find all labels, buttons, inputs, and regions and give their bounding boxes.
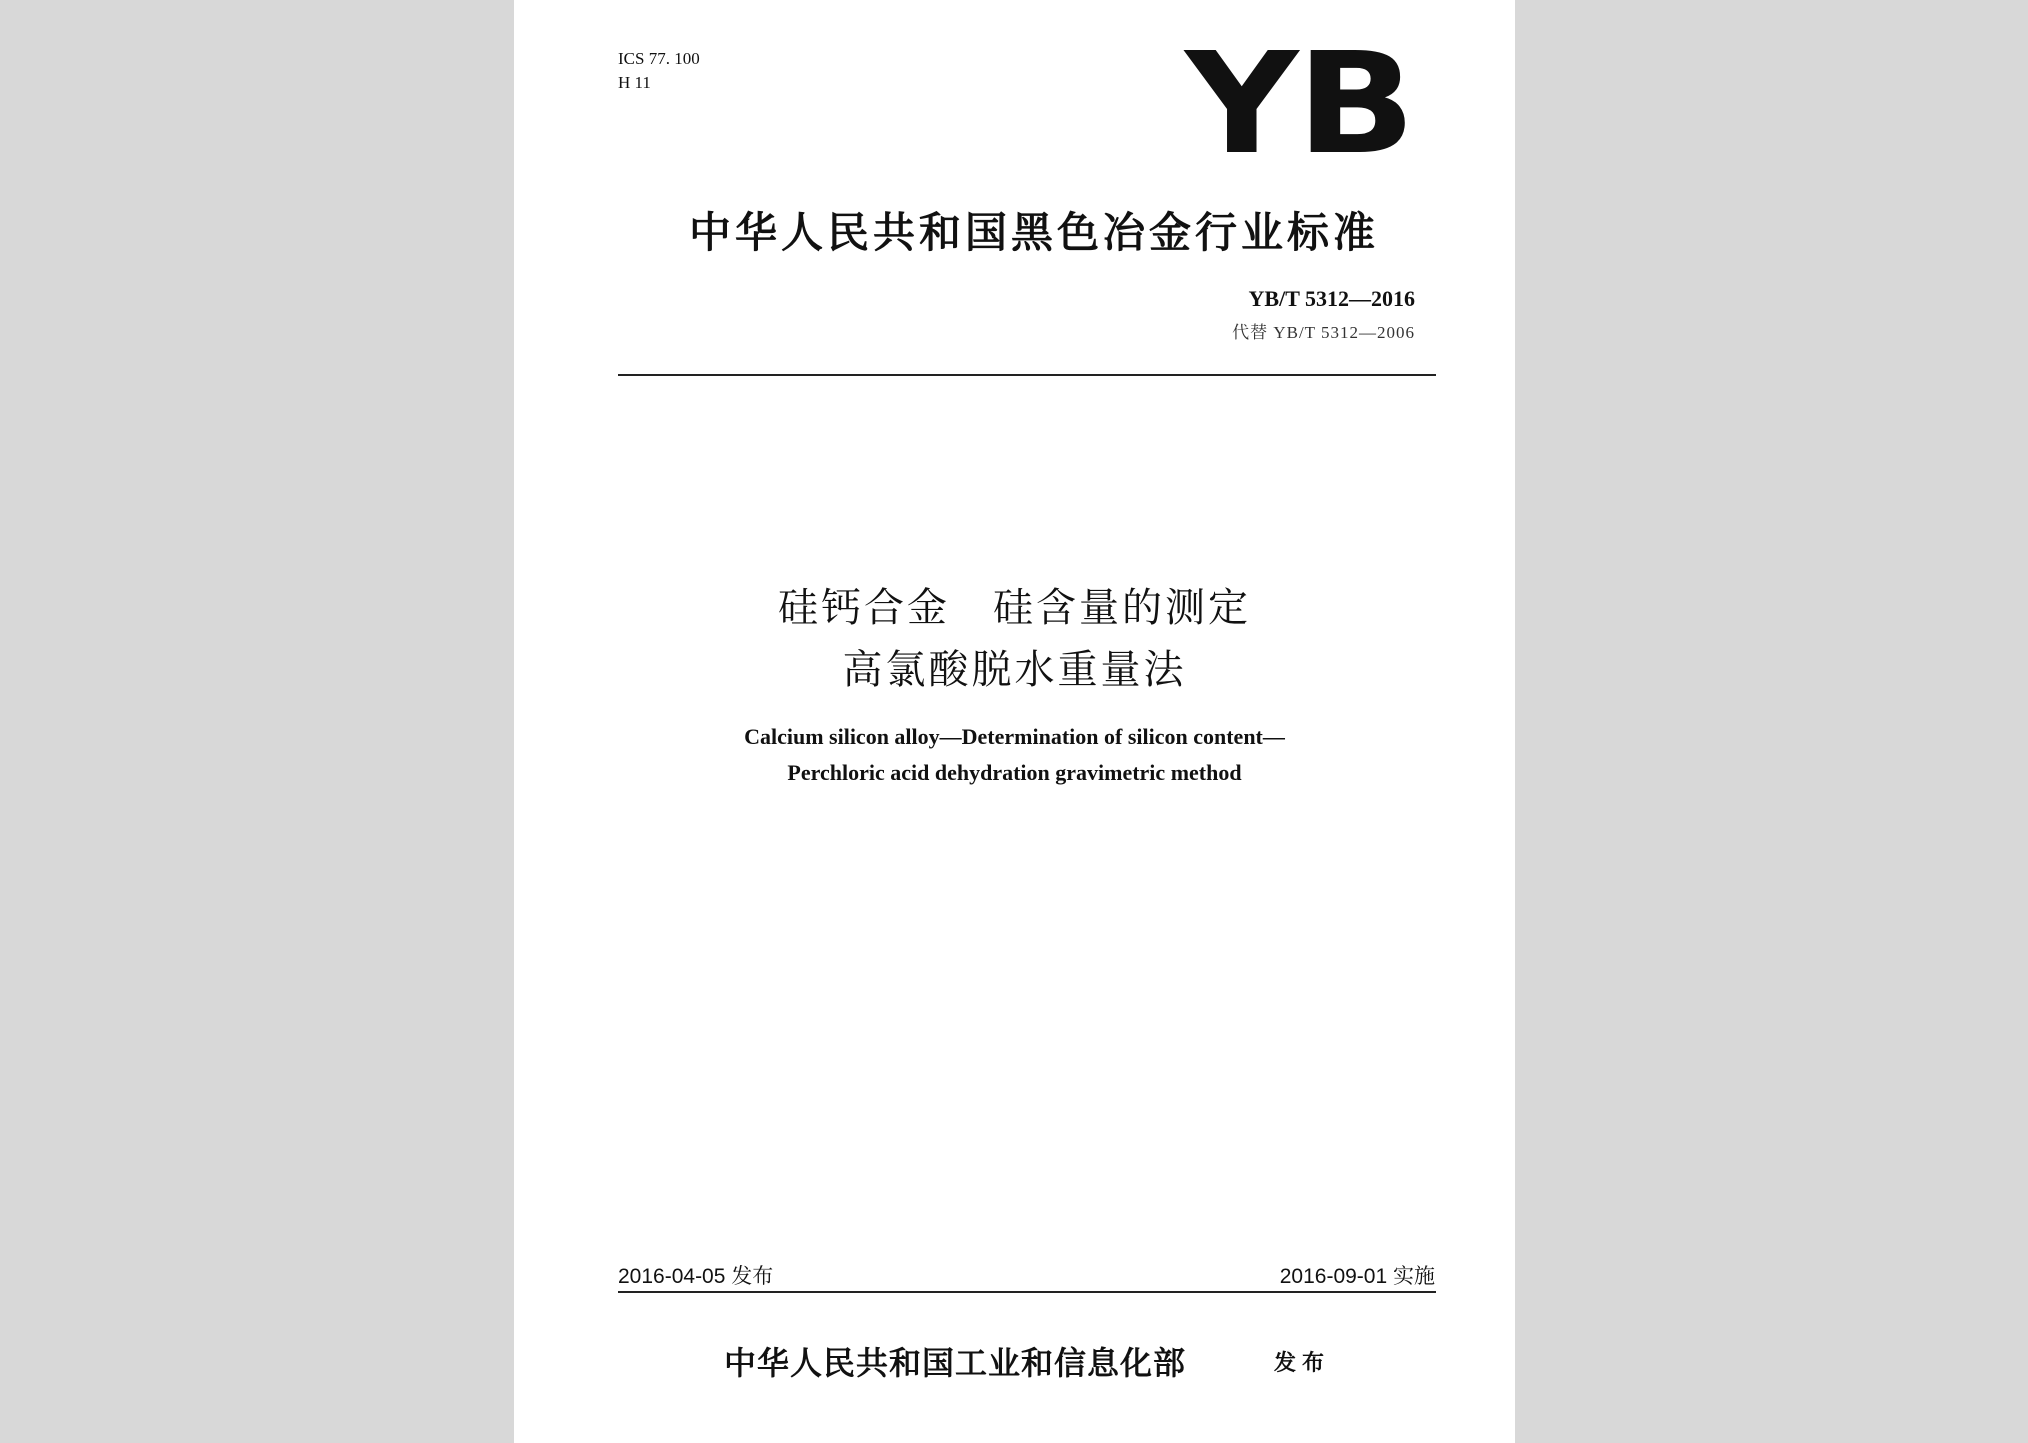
ccs-code: H 11 — [618, 73, 651, 92]
replaces-standard: 代替 YB/T 5312—2006 — [1232, 323, 1415, 342]
standard-category-title: 中华人民共和国黑色冶金行业标准 — [688, 208, 1379, 257]
standard-number-text: YB/T 5312—2016 — [1248, 286, 1415, 311]
effective-date: 2016-09-01 实施 — [1279, 1265, 1435, 1288]
document-page — [514, 0, 1515, 1443]
ics-code: ICS 77. 100 — [618, 49, 700, 68]
classification-codes — [618, 48, 700, 96]
title-zh-line1: 硅钙合金 硅含量的测定 — [778, 585, 1251, 631]
title-zh-line2: 高氯酸脱水重量法 — [842, 647, 1187, 693]
title-en-line2: Perchloric acid dehydration gravimetric method — [787, 760, 1242, 785]
footer-divider — [618, 1291, 1436, 1293]
standard-number — [1249, 286, 1415, 312]
issue-date: 2016-04-05 发布 — [618, 1265, 774, 1288]
title-en-line1: Calcium silicon alloy—Determination of silicon content— — [744, 724, 1285, 749]
yb-logo: YB — [1185, 23, 1414, 186]
issuing-authority-suffix: 发布 — [1274, 1350, 1331, 1376]
issuing-authority: 中华人民共和国工业和信息化部 — [724, 1344, 1187, 1382]
header-divider — [618, 374, 1436, 376]
